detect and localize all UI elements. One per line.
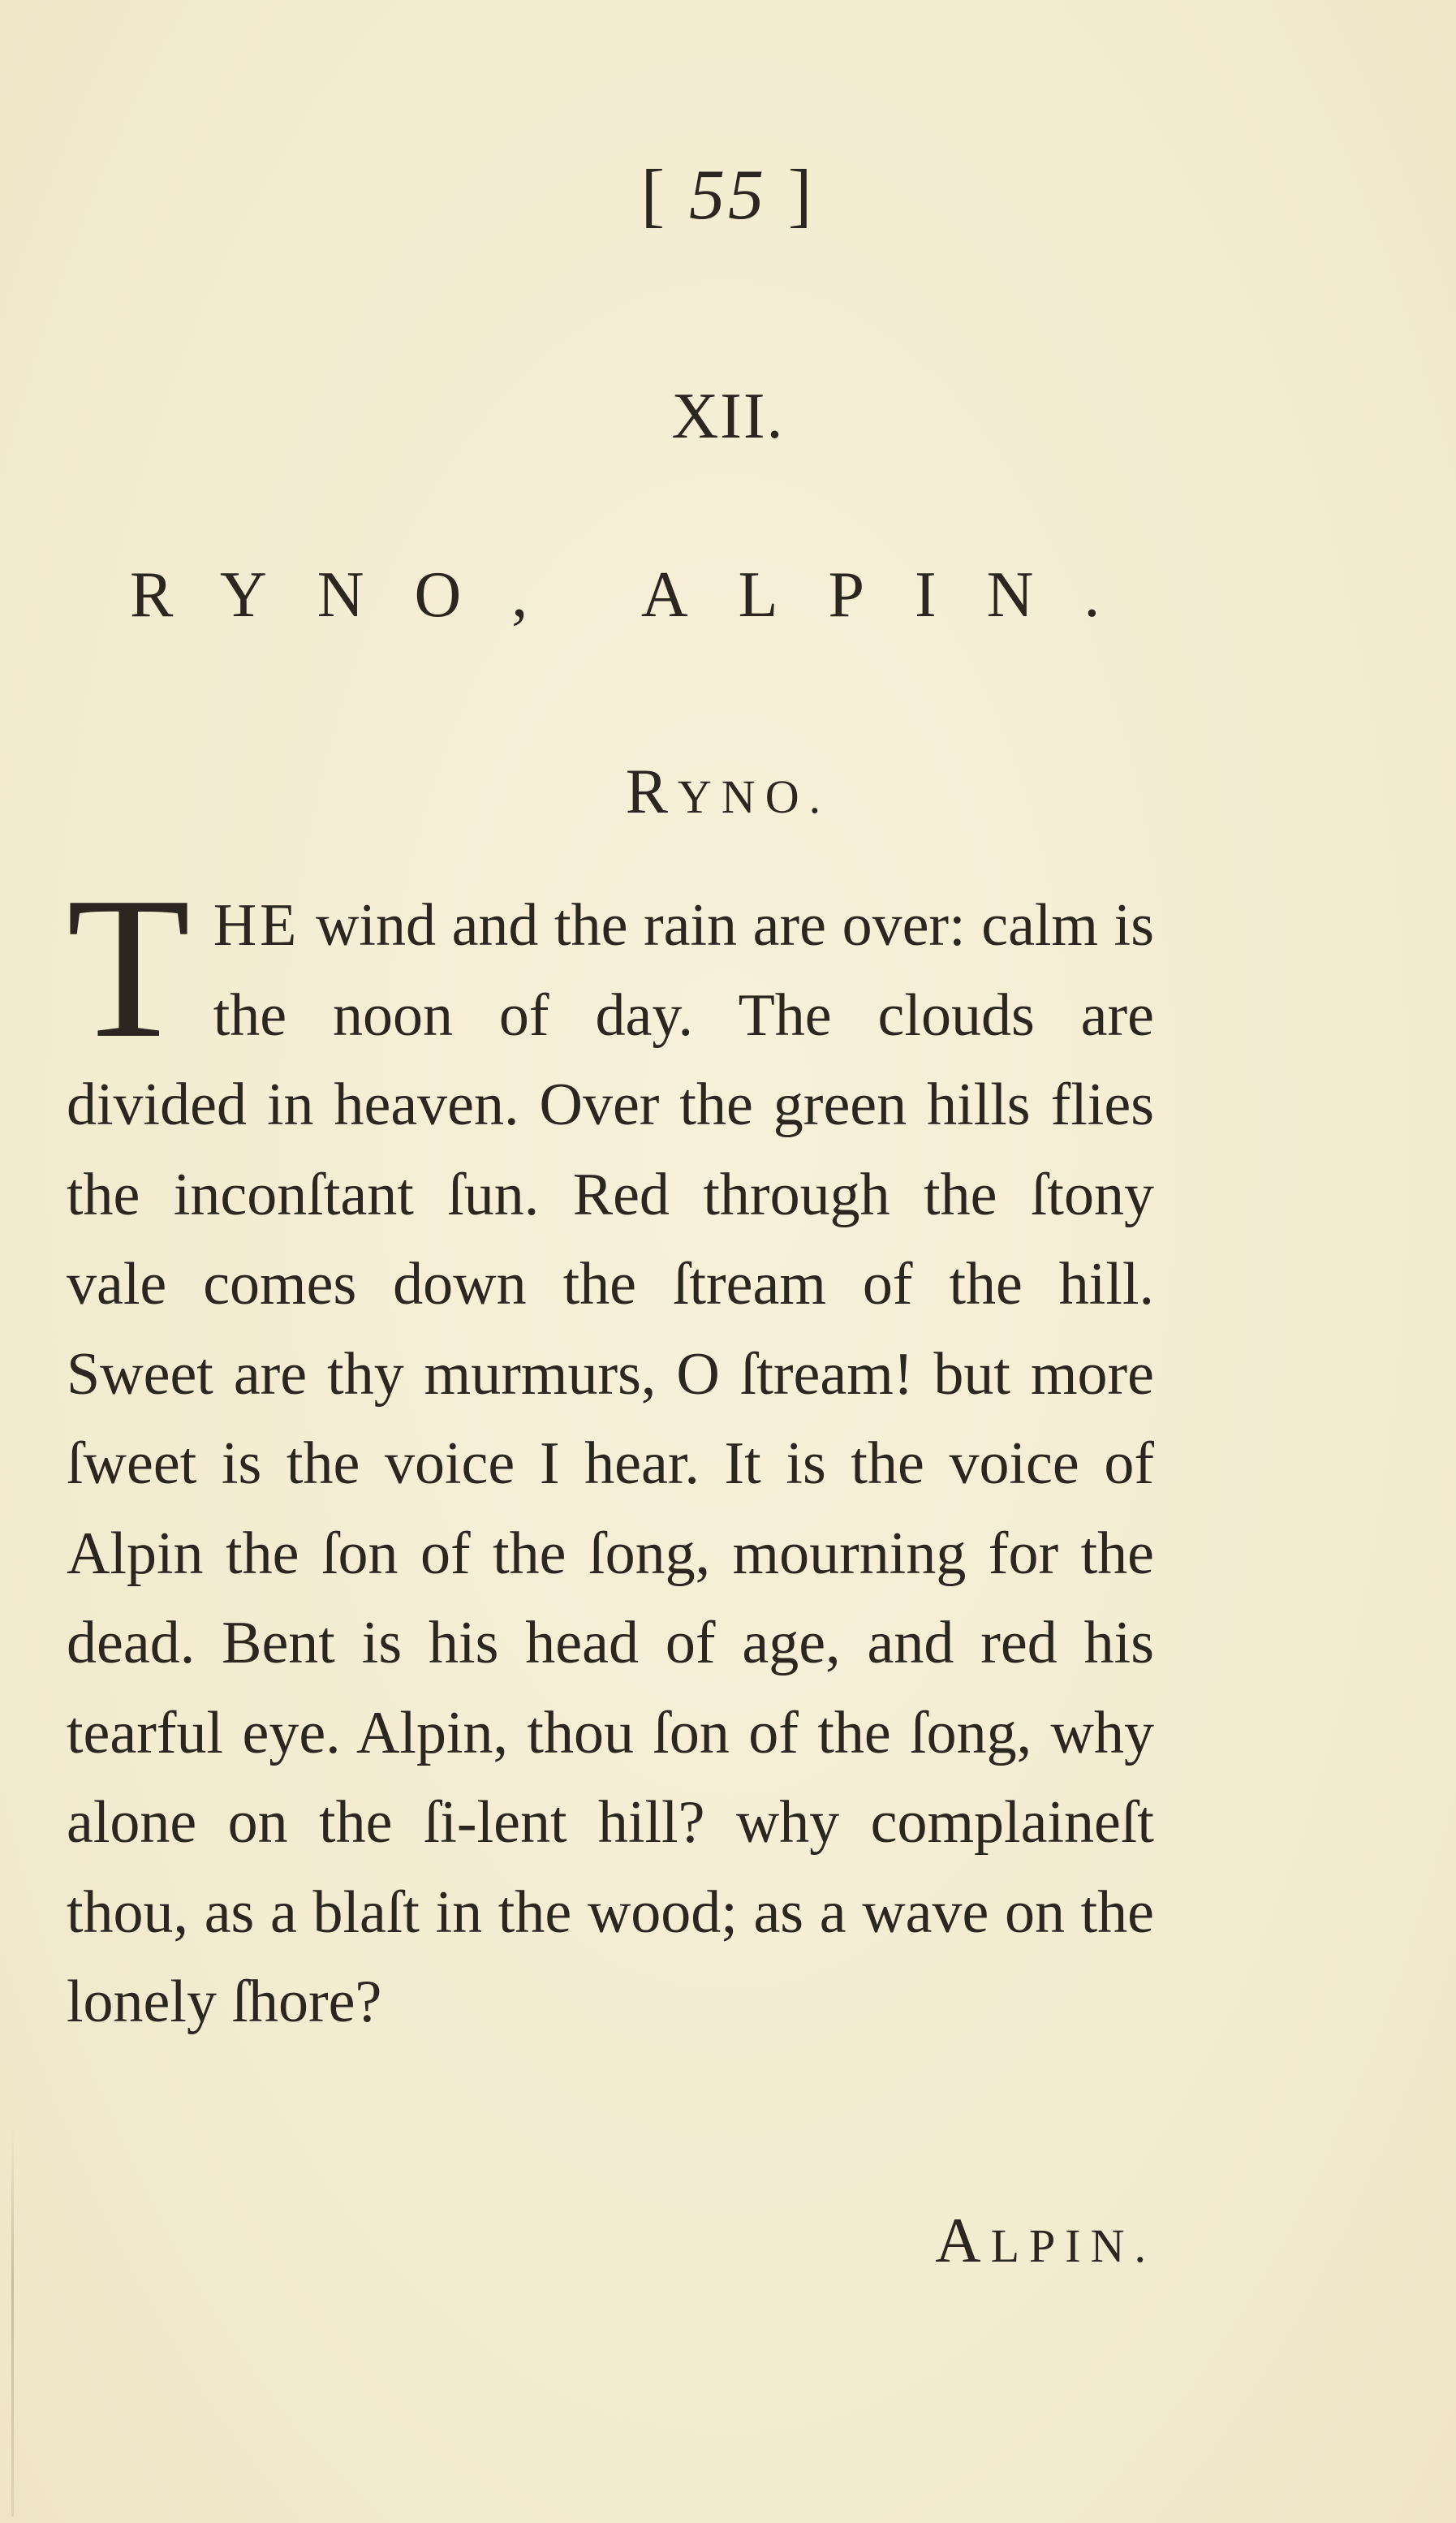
bracket-close: ] — [788, 156, 816, 235]
speaker-rest: LPIN. — [990, 2219, 1156, 2272]
poem-title: RYNO, ALPIN. — [130, 559, 1151, 631]
bracket-open: [ — [640, 156, 668, 235]
speaker-initial: A — [935, 2205, 991, 2275]
speaker-heading-ryno — [0, 755, 1456, 828]
body-paragraph — [67, 856, 1154, 2047]
first-word-rest: HE — [213, 892, 300, 959]
drop-cap: T — [67, 856, 191, 1080]
page-number-value: 55 — [689, 156, 767, 235]
page-number — [0, 154, 1456, 236]
paragraph-text: wind and the rain are over: calm is the noon of day. The clouds are divided in heaven. Over the green hills flies the inconſtant ſun. Red through the ſtony vale comes down the ſtream of the hill. Sweet are thy murmurs, O ſtream! but more ſweet is the voice I hear. It is the voice of Alpin the ſon of the ſong, mourning for the dead. Bent is his head of age, and red his tearful eye. Alpin, thou ſon of the ſong, why alone on the ſi-lent hill? why complaineſt thou, as a blaſt in the wood; as a wave on the lonely ſhore? — [67, 892, 1154, 2035]
speaker-rest: YNO. — [677, 770, 831, 823]
speaker-heading-alpin — [935, 2204, 1156, 2277]
section-number: XII. — [671, 381, 785, 452]
speaker-initial: R — [625, 756, 678, 826]
page-edge-shadow — [11, 2127, 14, 2517]
